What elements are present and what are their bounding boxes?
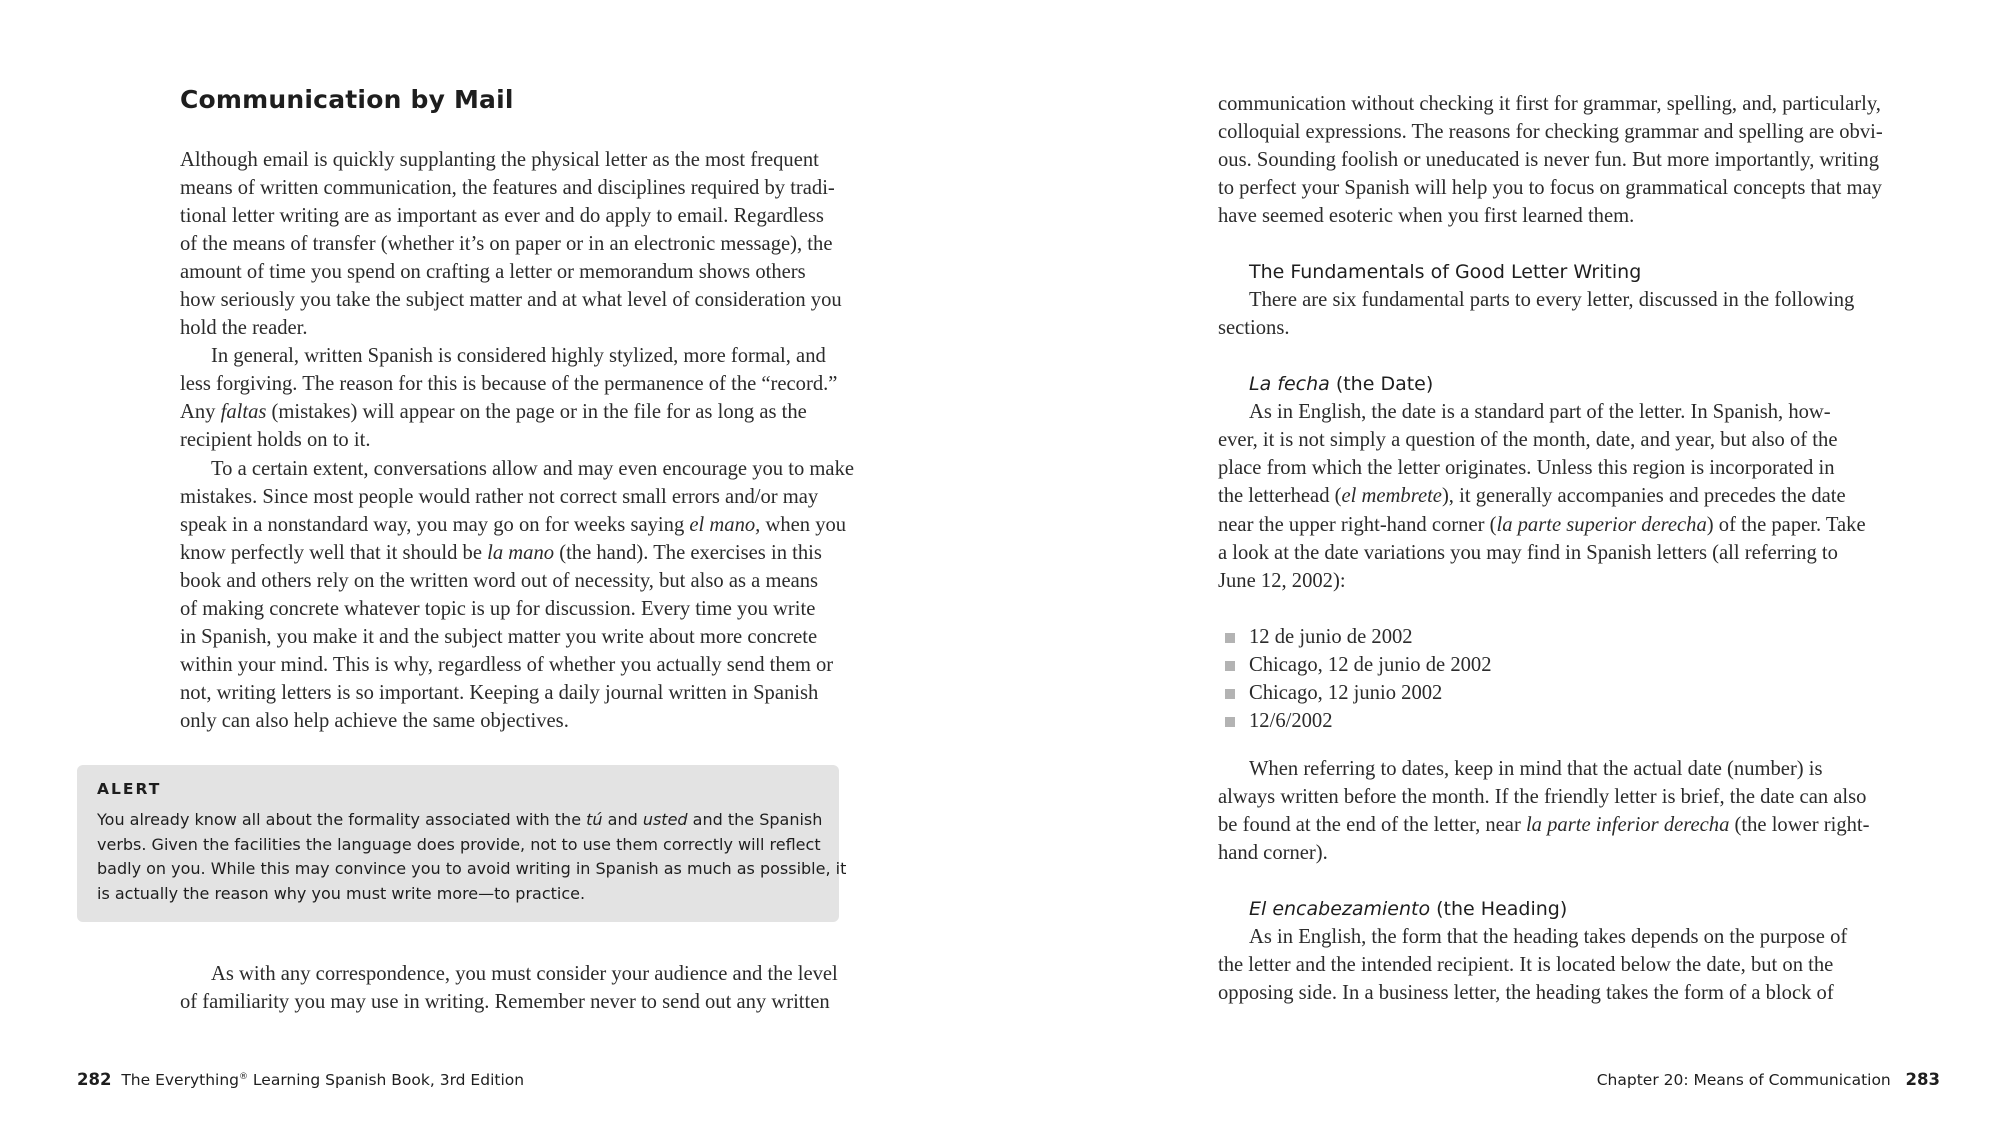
text-line: place from which the letter originates. Unless this region is incorporated in — [1218, 457, 1835, 480]
text-line: mistakes. Since most people would rather not correct small errors and/or may — [180, 485, 819, 508]
alert-text — [97, 808, 847, 906]
text-line: communication without checking it first for grammar, spelling, and, particularly, — [1218, 93, 1881, 115]
text-run: be found at the end of the letter, near — [1218, 813, 1526, 836]
text-line: of familiarity you may use in writing. Remember never to send out any written — [180, 991, 830, 1014]
subheading: The Fundamentals of Good Letter Writing — [1249, 261, 1642, 284]
text-run: (the hand). The exercises in this — [554, 541, 822, 564]
text-line: ever, it is not simply a question of the month, date, and year, but also of the — [1218, 429, 1838, 452]
alert-line: verbs. Given the facilities the language does provide, not to use them correctly will reflect — [97, 834, 821, 854]
text-line: When referring to dates, keep in mind that the actual date (number) is — [1249, 757, 1823, 780]
italic-term: faltas — [220, 401, 267, 424]
text-run: Any — [180, 401, 221, 424]
text-line: As in English, the date is a standard part of the letter. In Spanish, how- — [1249, 401, 1831, 424]
running-title — [121, 1071, 524, 1089]
list-item — [1218, 623, 1888, 651]
spacer — [1218, 867, 1888, 895]
list-item — [1218, 707, 1888, 735]
text-run: (the lower right- — [1729, 813, 1870, 836]
text-run: Learning Spanish Book, 3rd Edition — [248, 1071, 525, 1089]
text-line: hold the reader. — [180, 317, 308, 340]
body-paragraph-4 — [180, 960, 840, 1016]
date-examples-list — [1218, 623, 1888, 735]
text-line — [180, 539, 840, 567]
text-line: the letter and the intended recipient. It is located below the date, but on the — [1218, 954, 1834, 977]
alert-line: badly on you. While this may convince you to avoid writing in Spanish as much as possible, it — [97, 859, 847, 878]
text-run: (mistakes) will appear on the page or in the file for as long as the — [266, 401, 807, 424]
page-number: 283 — [1905, 1070, 1940, 1089]
text-line — [180, 511, 847, 539]
text-run: and the Spanish — [687, 810, 823, 829]
spacer — [1218, 342, 1888, 370]
text-run: You already know all about the formality associated with the — [97, 810, 587, 829]
right-body — [1218, 90, 1888, 1007]
subheading — [1218, 370, 1888, 398]
page-footer-right — [1597, 1070, 1940, 1089]
alert-line — [97, 808, 827, 833]
text-line — [1218, 511, 1888, 539]
running-chapter-title: Chapter 20: Means of Communication — [1596, 1071, 1891, 1089]
spacer — [1218, 595, 1888, 623]
alert-label: ALERT — [97, 780, 162, 798]
text-line: less forgiving. The reason for this is because of the permanence of the “record.” — [180, 373, 838, 396]
gray-square-bullet-icon — [1225, 633, 1235, 643]
list-item — [1218, 651, 1888, 679]
text-run: near the upper right-hand corner ( — [1218, 513, 1497, 536]
text-run: The Everything — [121, 1071, 239, 1089]
text-line: have seemed esoteric when you first learned them. — [1218, 205, 1635, 228]
italic-term: el membrete — [1341, 485, 1442, 508]
text-line: book and others rely on the written word out of necessity, but also as a means — [180, 569, 819, 592]
text-run: ), it generally accompanies and precedes the date — [1441, 485, 1846, 508]
list-item-text: Chicago, 12 junio 2002 — [1249, 681, 1443, 704]
text-line: There are six fundamental parts to every letter, discussed in the following — [1249, 289, 1855, 312]
right-page — [1000, 0, 2000, 1125]
italic-term: la parte inferior derecha — [1525, 813, 1730, 836]
text-line: of the means of transfer (whether it’s on paper or in an electronic message), the — [180, 233, 833, 256]
italic-term: tú — [586, 810, 603, 829]
text-line: tional letter writing are as important as ever and do apply to email. Regardless — [180, 205, 824, 228]
text-line: In general, written Spanish is considered highly stylized, more formal, and — [211, 345, 826, 368]
text-line: ous. Sounding foolish or uneducated is never fun. But more importantly, writing — [1218, 149, 1880, 172]
text-line: how seriously you take the subject matter and at what level of consideration you — [180, 289, 842, 312]
subheading — [1218, 895, 1888, 923]
text-line — [1218, 811, 1888, 839]
text-line: colloquial expressions. The reasons for checking grammar and spelling are obvi- — [1218, 121, 1883, 144]
subheading-term: La fecha — [1249, 373, 1330, 396]
text-line: not, writing letters is so important. Keeping a daily journal written in Spanish — [180, 681, 819, 704]
italic-term: usted — [642, 810, 688, 829]
text-line: always written before the month. If the friendly letter is brief, the date can also — [1218, 785, 1867, 808]
page-footer-left — [77, 1070, 524, 1089]
text-line: hand corner). — [1218, 841, 1328, 864]
text-line: opposing side. In a business letter, the heading takes the form of a block of — [1218, 982, 1834, 1005]
italic-term: la parte superior derecha — [1496, 513, 1707, 536]
body-paragraph-1 — [180, 146, 855, 735]
list-item-text: Chicago, 12 de junio de 2002 — [1249, 653, 1492, 676]
text-run: ) of the paper. Take — [1706, 513, 1866, 536]
text-line: to perfect your Spanish will help you to focus on grammatical concepts that may — [1218, 177, 1882, 200]
spacer — [1218, 230, 1888, 258]
text-line: means of written communication, the features and disciplines required by tradi- — [180, 177, 835, 200]
text-run: and — [602, 810, 643, 829]
alert-box — [77, 765, 847, 922]
italic-term: el mano, — [689, 513, 761, 536]
spacer — [1218, 735, 1888, 755]
subheading-rest: (the Date) — [1329, 373, 1434, 396]
gray-square-bullet-icon — [1225, 661, 1235, 671]
text-line: amount of time you spend on crafting a letter or memorandum shows others — [180, 261, 806, 284]
text-line: To a certain extent, conversations allow and may even encourage you to make — [211, 457, 855, 480]
text-line: of making concrete whatever topic is up for discussion. Every time you write — [180, 597, 816, 620]
text-run: speak in a nonstandard way, you may go on for weeks saying — [180, 513, 690, 536]
list-item — [1218, 679, 1888, 707]
italic-term: la mano — [487, 541, 555, 564]
subheading-rest: (the Heading) — [1430, 898, 1568, 921]
text-run: when you — [760, 513, 847, 536]
alert-line: is actually the reason why you must write more—to practice. — [97, 883, 586, 903]
section-heading: Communication by Mail — [180, 85, 514, 114]
text-line: sections. — [1218, 317, 1290, 340]
text-run: know perfectly well that it should be — [180, 541, 488, 564]
text-line — [1218, 482, 1888, 510]
text-line: a look at the date variations you may find in Spanish letters (all referring to — [1218, 541, 1838, 564]
text-line: recipient holds on to it. — [180, 429, 371, 452]
text-line: Although email is quickly supplanting the physical letter as the most frequent — [180, 149, 819, 171]
list-item-text: 12 de junio de 2002 — [1249, 625, 1413, 648]
subheading-term: El encabezamiento — [1249, 898, 1431, 921]
page-number: 282 — [77, 1070, 112, 1089]
text-line: June 12, 2002): — [1218, 569, 1346, 592]
text-line: within your mind. This is why, regardless of whether you actually send them or — [180, 653, 834, 676]
text-line: As with any correspondence, you must consider your audience and the level — [211, 963, 838, 985]
gray-square-bullet-icon — [1225, 689, 1235, 699]
text-line: in Spanish, you make it and the subject matter you write about more concrete — [180, 625, 818, 648]
list-item-text: 12/6/2002 — [1249, 709, 1333, 732]
text-line — [180, 398, 840, 426]
text-line: only can also help achieve the same objectives. — [180, 709, 569, 732]
text-line: As in English, the form that the heading takes depends on the purpose of — [1249, 926, 1848, 949]
gray-square-bullet-icon — [1225, 717, 1235, 727]
text-run: the letterhead ( — [1218, 485, 1342, 508]
registered-mark: ® — [239, 1071, 248, 1082]
